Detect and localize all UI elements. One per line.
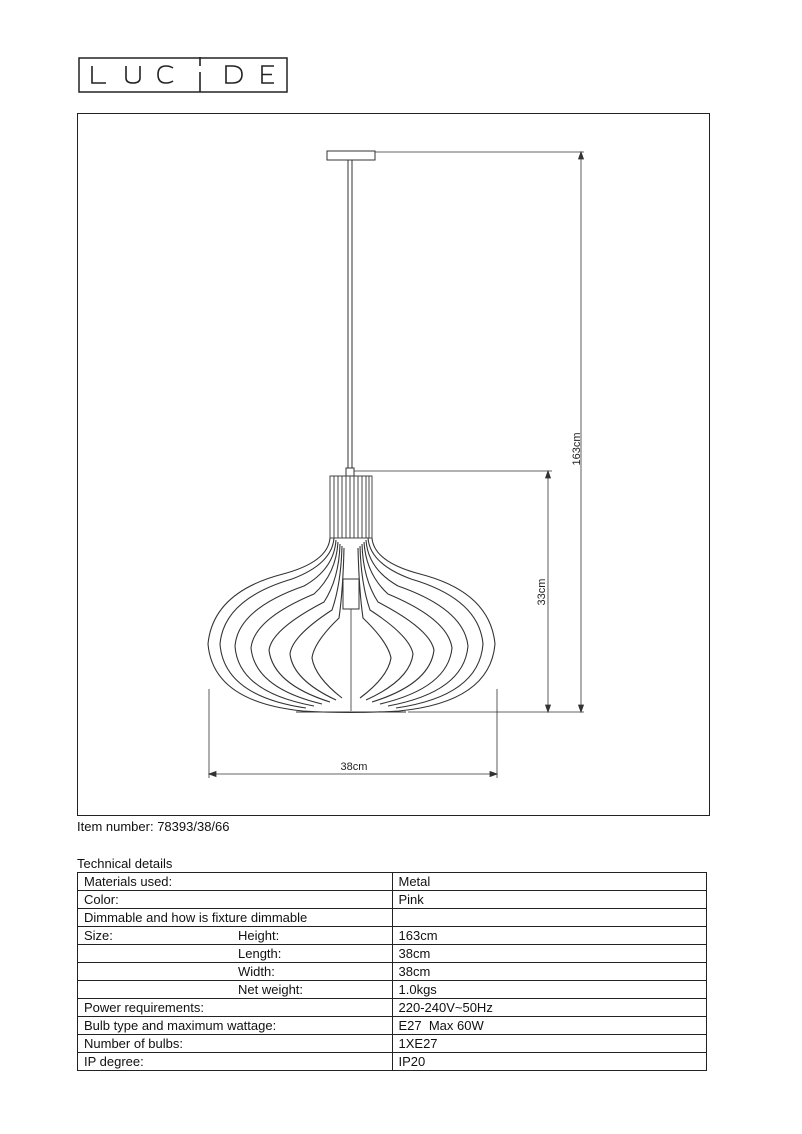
spec-value: E27 Max 60W <box>392 1017 707 1035</box>
spec-value: IP20 <box>392 1053 707 1071</box>
spec-value: Pink <box>392 891 707 909</box>
spec-value: 163cm <box>392 927 707 945</box>
spec-value: 1.0kgs <box>392 981 707 999</box>
dimension-total-height-label: 163cm <box>571 432 583 466</box>
spec-label: Number of bulbs: <box>78 1035 393 1053</box>
spec-value: Metal <box>392 873 707 891</box>
spec-label: Power requirements: <box>78 999 393 1017</box>
spec-value <box>392 909 707 927</box>
spec-label: Materials used: <box>78 873 393 891</box>
spec-value: 220-240V~50Hz <box>392 999 707 1017</box>
table-row <box>78 1035 707 1053</box>
dimension-width-label: 38cm <box>340 761 368 773</box>
spec-value: 1XE27 <box>392 1035 707 1053</box>
spec-value: 38cm <box>392 945 707 963</box>
table-row <box>78 963 707 981</box>
dimension-shade-height-label: 33cm <box>536 578 548 606</box>
table-row <box>78 1017 707 1035</box>
table-row <box>78 891 707 909</box>
spec-value: 38cm <box>392 963 707 981</box>
table-row <box>78 999 707 1017</box>
shade-body <box>208 538 495 713</box>
table-row <box>78 1053 707 1071</box>
table-row <box>78 981 707 999</box>
spec-label: Bulb type and maximum wattage: <box>78 1017 393 1035</box>
item-number: Item number: 78393/38/66 <box>77 819 230 834</box>
shade-collar <box>330 476 372 538</box>
dimension-shade-height <box>354 471 552 712</box>
spec-sublabel-width: Width: <box>238 964 275 979</box>
spec-sublabel-height: Height: <box>238 928 280 943</box>
product-drawing-frame <box>77 113 710 816</box>
table-row <box>78 927 707 945</box>
ceiling-canopy <box>327 151 375 160</box>
technical-details-table <box>77 872 707 1071</box>
spec-sublabel-weight: Net weight: <box>238 982 304 997</box>
pendant-lamp-drawing <box>78 114 711 817</box>
spec-sublabel-length: Length: <box>238 946 282 961</box>
spec-label-size: Size: <box>84 928 113 943</box>
spec-label: Dimmable and how is fixture dimmable <box>78 909 393 927</box>
lamp-socket <box>343 579 359 609</box>
technical-details-title: Technical details <box>77 856 173 871</box>
spec-label: Color: <box>78 891 393 909</box>
table-row <box>78 945 707 963</box>
lucide-logo <box>78 57 288 93</box>
spec-label: IP degree: <box>78 1053 393 1071</box>
table-row <box>78 873 707 891</box>
table-row <box>78 909 707 927</box>
